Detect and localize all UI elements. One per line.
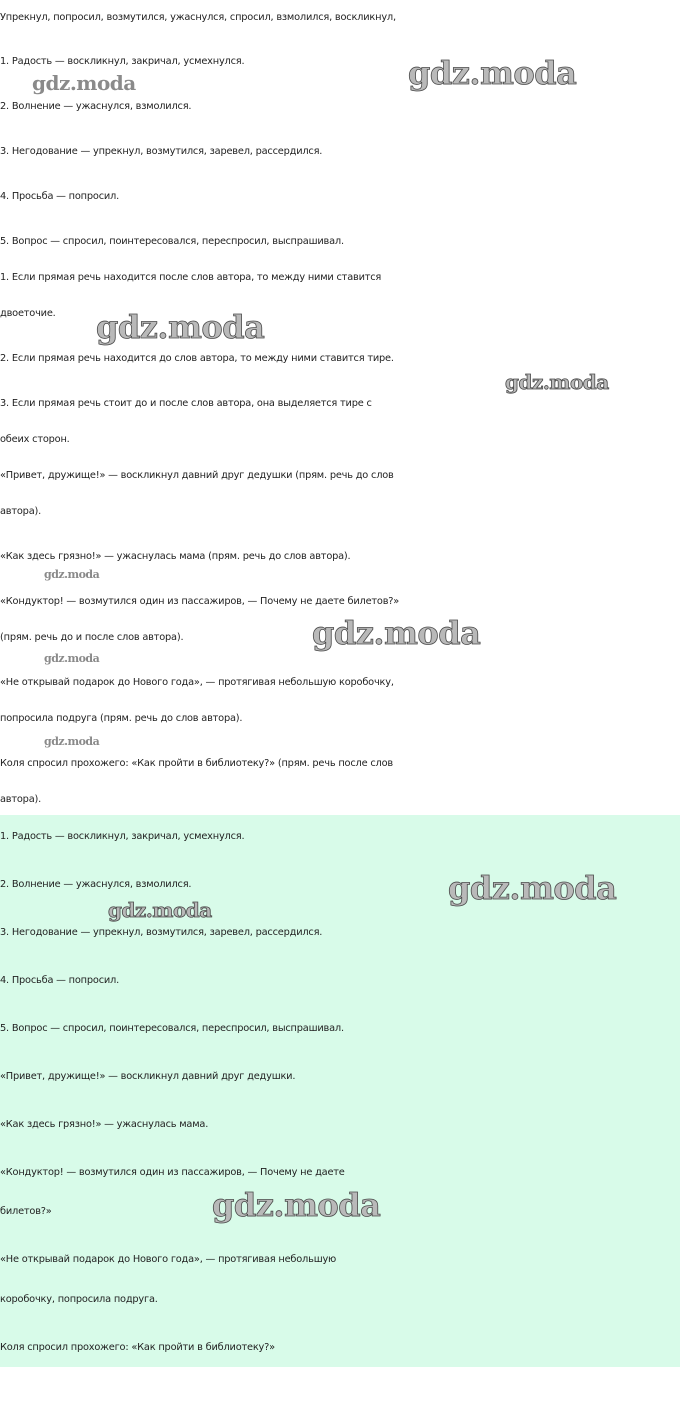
text-line: Коля спросил прохожего: «Как пройти в библиотеку?» (прям. речь после слов xyxy=(0,758,393,769)
text-line: «Кондуктор! — возмутился один из пассажиров, — Почему не даете билетов?» xyxy=(0,596,400,607)
text-line: «Не открывай подарок до Нового года», — протягивая небольшую xyxy=(0,1254,337,1265)
text-line: автора). xyxy=(0,506,42,517)
text-line: 2. Волнение — ужаснулся, взмолился. xyxy=(0,101,192,112)
text-line: 2. Волнение — ужаснулся, взмолился. xyxy=(0,879,192,890)
watermark-logo: gdz.moda xyxy=(44,568,100,581)
text-line: 1. Радость — воскликнул, закричал, усмехнулся. xyxy=(0,831,245,842)
text-line: попросила подруга (прям. речь до слов автора). xyxy=(0,713,243,724)
text-line: 3. Если прямая речь стоит до и после слов автора, она выделяется тире с xyxy=(0,398,372,409)
watermark-logo: gdz.moda xyxy=(44,735,100,748)
watermark-logo: gdz.moda xyxy=(212,1186,381,1224)
text-line: «Привет, дружище!» — воскликнул давний друг дедушки. xyxy=(0,1071,296,1082)
text-line: билетов?» xyxy=(0,1206,52,1217)
text-line: «Не открывай подарок до Нового года», — протягивая небольшую коробочку, xyxy=(0,677,394,688)
text-line: 5. Вопрос — спросил, поинтересовался, переспросил, выспрашивал. xyxy=(0,1023,344,1034)
text-line: Упрекнул, попросил, возмутился, ужаснулся, спросил, взмолился, воскликнул, xyxy=(0,12,396,23)
watermark-logo: gdz.moda xyxy=(32,71,136,95)
watermark-logo: gdz.moda xyxy=(448,869,617,907)
text-line: двоеточие. xyxy=(0,308,56,319)
text-line: 1. Радость — воскликнул, закричал, усмехнулся. xyxy=(0,56,245,67)
text-line: 3. Негодование — упрекнул, возмутился, заревел, рассердился. xyxy=(0,146,323,157)
watermark-logo: gdz.moda xyxy=(408,54,577,92)
text-line: 4. Просьба — попросил. xyxy=(0,975,120,986)
text-line: 3. Негодование — упрекнул, возмутился, заревел, рассердился. xyxy=(0,927,323,938)
watermark-logo: gdz.moda xyxy=(44,652,100,665)
text-line: 1. Если прямая речь находится после слов автора, то между ними ставится xyxy=(0,272,382,283)
text-line: 4. Просьба — попросил. xyxy=(0,191,120,202)
text-line: коробочку, попросила подруга. xyxy=(0,1294,158,1305)
text-line: 2. Если прямая речь находится до слов автора, то между ними ставится тире. xyxy=(0,353,394,364)
text-line: автора). xyxy=(0,794,42,805)
watermark-logo: gdz.moda xyxy=(108,898,212,922)
text-line: «Кондуктор! — возмутился один из пассажиров, — Почему не даете xyxy=(0,1167,345,1178)
watermark-logo: gdz.moda xyxy=(505,370,609,394)
text-line: «Как здесь грязно!» — ужаснулась мама. xyxy=(0,1119,209,1130)
watermark-logo: gdz.moda xyxy=(96,308,265,346)
text-line: Коля спросил прохожего: «Как пройти в библиотеку?» xyxy=(0,1342,275,1353)
text-line: «Привет, дружище!» — воскликнул давний друг дедушки (прям. речь до слов xyxy=(0,470,394,481)
text-line: «Как здесь грязно!» — ужаснулась мама (прям. речь до слов автора). xyxy=(0,551,351,562)
text-line: обеих сторон. xyxy=(0,434,70,445)
text-line: (прям. речь до и после слов автора). xyxy=(0,632,184,643)
text-line: 5. Вопрос — спросил, поинтересовался, переспросил, выспрашивал. xyxy=(0,236,344,247)
watermark-logo: gdz.moda xyxy=(312,614,481,652)
